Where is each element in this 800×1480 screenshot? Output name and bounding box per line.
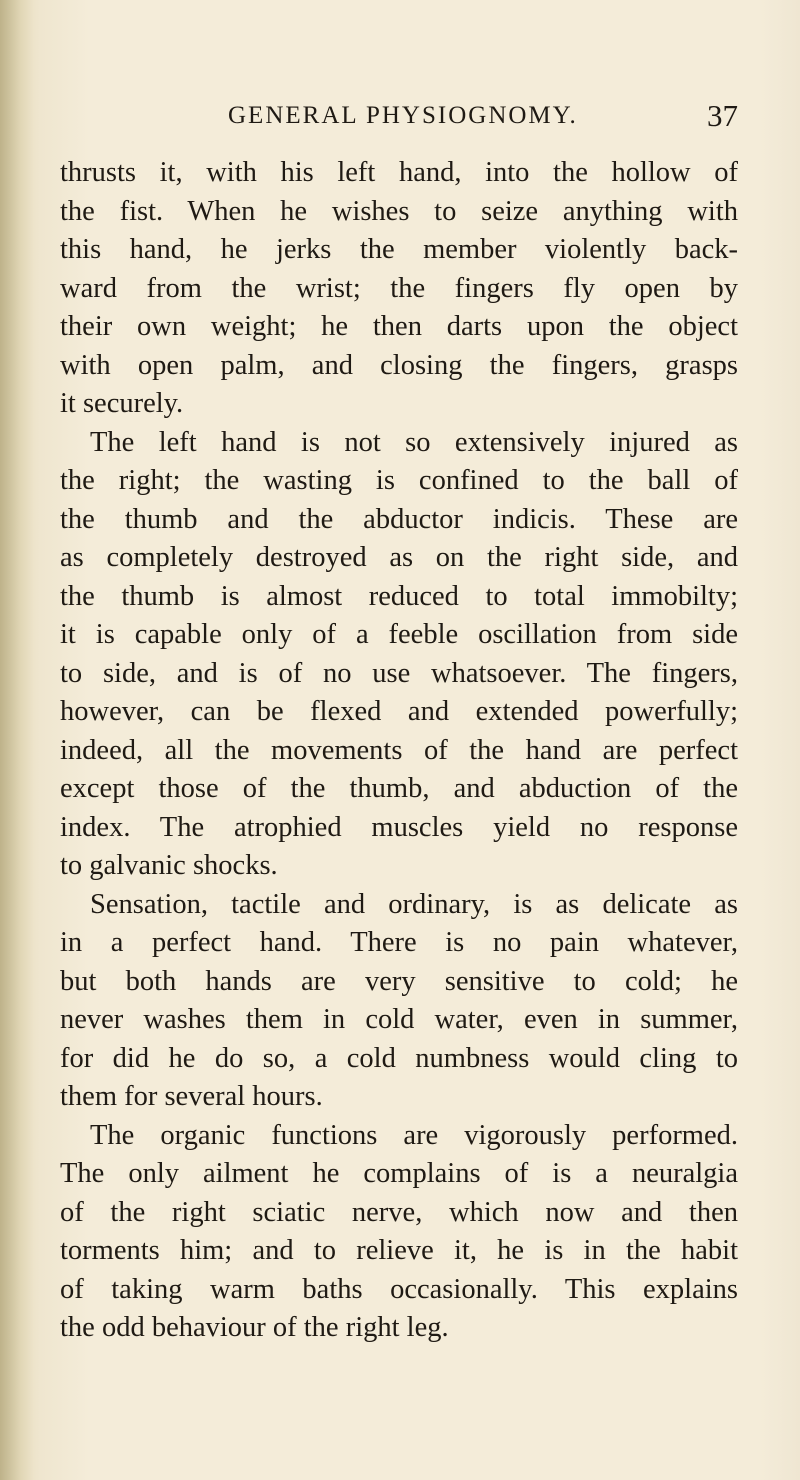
text-line: of taking warm baths occasionally. This explains — [60, 1273, 738, 1305]
paragraph — [60, 424, 738, 886]
text-line: except those of the thumb, and abduction of the — [60, 773, 738, 804]
text-line: them for several hours. — [60, 1081, 323, 1112]
text-line: their own weight; he then darts upon the object — [60, 311, 738, 342]
text-line: this hand, he jerks the member violently back- — [60, 234, 738, 265]
paragraph — [60, 886, 738, 1117]
text-line: the odd behaviour of the right leg. — [60, 1312, 449, 1343]
text-line: but both hands are very sensitive to cold; he — [60, 965, 738, 997]
text-line: with open palm, and closing the fingers, grasps — [60, 349, 738, 381]
text-line: thrusts it, with his left hand, into the hollow of — [60, 157, 738, 188]
binding-gutter-shadow — [0, 0, 34, 1480]
text-line: to side, and is of no use whatsoever. The fingers, — [60, 657, 738, 689]
text-line: for did he do so, a cold numbness would cling to — [60, 1042, 738, 1074]
text-line: The only ailment he complains of is a neuralgia — [60, 1158, 738, 1189]
text-line: of the right sciatic nerve, which now and then — [60, 1196, 738, 1228]
text-line: ward from the wrist; the fingers fly open by — [60, 272, 738, 304]
text-line: the fist. When he wishes to seize anything with — [60, 195, 738, 227]
text-line: The organic functions are vigorously performed. — [90, 1119, 738, 1151]
text-line: The left hand is not so extensively injured as — [90, 426, 738, 458]
paragraph — [60, 154, 738, 424]
text-line: it securely. — [60, 388, 184, 419]
text-line: the thumb is almost reduced to total immobilty; — [60, 580, 738, 612]
text-line: it is capable only of a feeble oscillation from side — [60, 619, 738, 650]
text-line: indeed, all the movements of the hand are perfect — [60, 734, 738, 766]
text-line: torments him; and to relieve it, he is in the habit — [60, 1235, 738, 1266]
text-line: the right; the wasting is confined to the ball of — [60, 465, 738, 496]
text-line: never washes them in cold water, even in summer, — [60, 1004, 738, 1035]
page-number: 37 — [707, 98, 738, 133]
text-line: index. The atrophied muscles yield no response — [60, 811, 738, 843]
text-line: as completely destroyed as on the right side, and — [60, 542, 738, 573]
text-line: in a perfect hand. There is no pain whatever, — [60, 927, 738, 958]
text-line: Sensation, tactile and ordinary, is as delicate as — [90, 888, 738, 920]
text-line: however, can be flexed and extended powerfully; — [60, 696, 738, 727]
paragraph — [60, 1117, 738, 1348]
text-line: the thumb and the abductor indicis. These are — [60, 503, 738, 535]
running-head-title: GENERAL PHYSIOGNOMY. — [228, 102, 578, 129]
text-line: to galvanic shocks. — [60, 850, 278, 881]
running-head — [228, 98, 738, 134]
body-text — [60, 154, 738, 1348]
